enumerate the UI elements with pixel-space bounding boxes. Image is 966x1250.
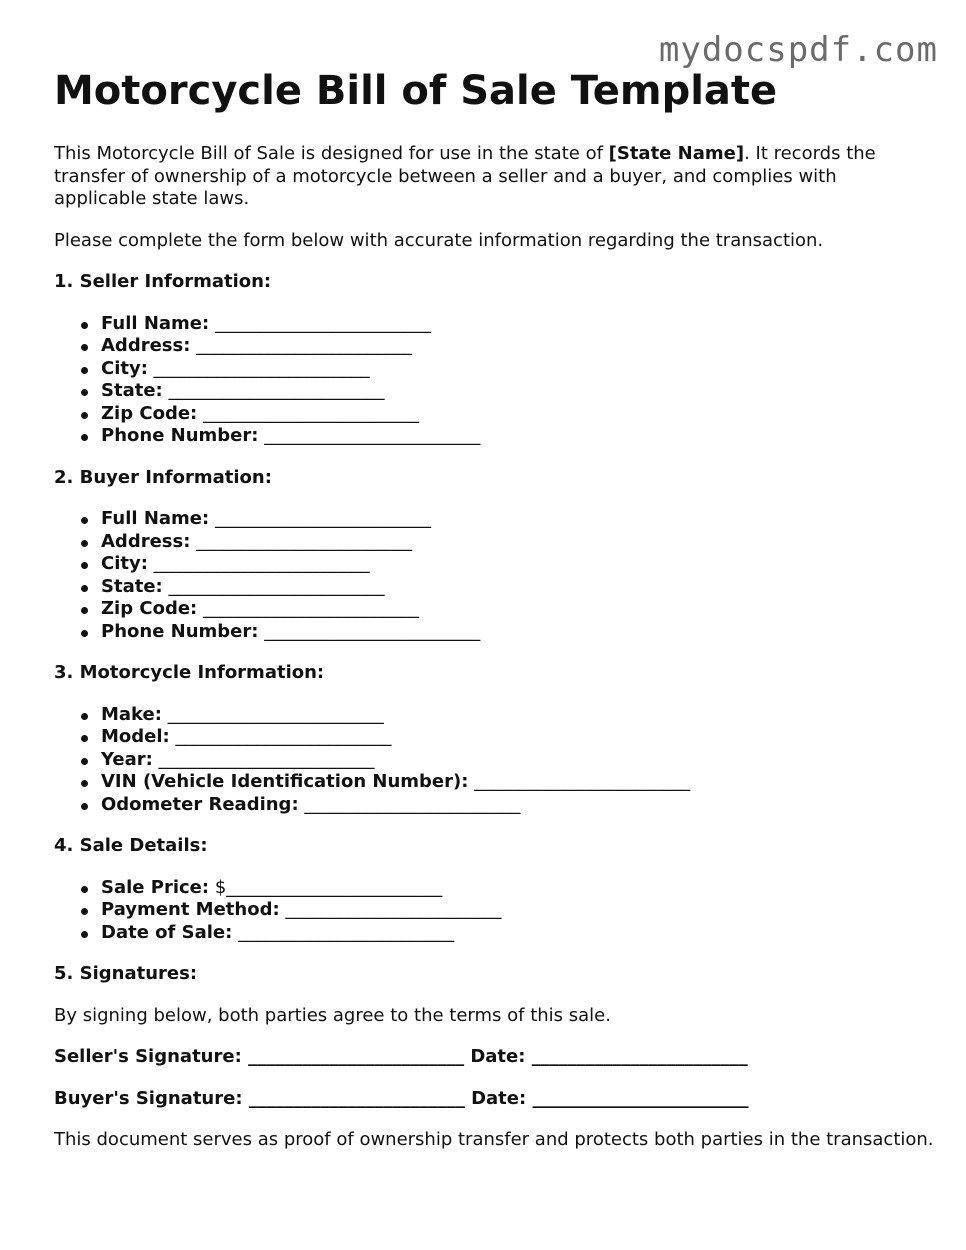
blank-line[interactable]: ________________________	[196, 530, 413, 552]
make-field	[101, 704, 934, 727]
buyer-full-name-field	[101, 508, 934, 531]
currency-symbol: $	[214, 876, 227, 898]
buyer-phone-field	[101, 621, 934, 644]
field-label: City:	[101, 553, 148, 574]
blank-line[interactable]: ________________________	[304, 793, 521, 815]
blank-line[interactable]: ________________________	[214, 312, 431, 334]
field-label: Phone Number:	[101, 425, 259, 446]
field-label: Payment Method:	[101, 899, 280, 920]
field-label: Date of Sale:	[101, 921, 233, 943]
blank-line[interactable]: ________________________	[153, 357, 370, 379]
vin-field	[101, 771, 934, 794]
buyer-date-label: Date:	[471, 1087, 527, 1109]
field-label: Address:	[101, 335, 191, 356]
buyer-state-field	[101, 576, 934, 599]
watermark: mydocspdf.com	[658, 30, 938, 70]
seller-city-field	[101, 358, 934, 381]
page-title: Motorcycle Bill of Sale Template	[54, 68, 778, 114]
field-label: State:	[101, 575, 163, 597]
odometer-field	[101, 794, 934, 817]
field-label: City:	[101, 357, 148, 379]
field-label: Odometer Reading:	[101, 793, 299, 815]
sale-price-field	[101, 877, 934, 900]
instructions-paragraph: Please complete the form below with accurate information regarding the transaction.	[54, 229, 824, 251]
field-label: VIN (Vehicle Identification Number):	[101, 771, 469, 792]
intro-paragraph	[54, 143, 934, 211]
field-label: Phone Number:	[101, 620, 259, 642]
motorcycle-heading: 3. Motorcycle Information:	[54, 662, 325, 683]
buyer-signature-blank[interactable]: ________________________	[248, 1087, 465, 1109]
field-label: Full Name:	[101, 312, 210, 334]
blank-line[interactable]: ________________________	[175, 726, 392, 747]
blank-line[interactable]: ________________________	[226, 876, 443, 898]
blank-line[interactable]: ________________________	[264, 620, 481, 642]
buyer-signature-label: Buyer's Signature:	[54, 1087, 243, 1109]
state-name-placeholder: [State Name]	[608, 143, 745, 164]
signatures-statement: By signing below, both parties agree to the terms of this sale.	[54, 1004, 611, 1026]
buyer-city-field	[101, 553, 934, 576]
seller-heading: 1. Seller Information:	[54, 271, 272, 292]
model-field	[101, 726, 934, 749]
blank-line[interactable]: ________________________	[168, 575, 385, 597]
seller-phone-field	[101, 425, 934, 448]
field-label: Zip Code:	[101, 402, 198, 424]
document-body	[54, 66, 934, 1171]
seller-signature-label: Seller's Signature:	[54, 1046, 242, 1067]
date-of-sale-field	[101, 922, 934, 945]
blank-line[interactable]: ________________________	[264, 425, 481, 446]
blank-line[interactable]: ________________________	[168, 380, 385, 401]
seller-date-blank[interactable]: ________________________	[531, 1046, 748, 1067]
closing-paragraph: This document serves as proof of ownership transfer and protects both parties in the transaction.	[54, 1129, 934, 1150]
signatures-heading: 5. Signatures:	[54, 963, 198, 984]
blank-line[interactable]: ________________________	[285, 899, 502, 920]
blank-line[interactable]: ________________________	[202, 402, 419, 424]
blank-line[interactable]: ________________________	[158, 748, 375, 770]
payment-method-field	[101, 899, 934, 922]
intro-after: . It records the transfer of ownership of a motorcycle between a seller and a buyer, and complies with applicable state laws.	[54, 143, 876, 209]
seller-signature-blank[interactable]: ________________________	[248, 1046, 465, 1067]
blank-line[interactable]: ________________________	[474, 771, 691, 792]
blank-line[interactable]: ________________________	[153, 553, 370, 574]
seller-state-field	[101, 380, 934, 403]
blank-line[interactable]: ________________________	[196, 335, 413, 356]
field-label: Make:	[101, 703, 162, 725]
intro-before: This Motorcycle Bill of Sale is designed for use in the state of	[54, 143, 609, 164]
seller-full-name-field	[101, 313, 934, 336]
seller-date-label: Date:	[470, 1046, 526, 1067]
buyer-date-blank[interactable]: ________________________	[532, 1087, 749, 1109]
buyer-address-field	[101, 531, 934, 554]
seller-address-field	[101, 335, 934, 358]
field-label: Model:	[101, 726, 170, 747]
field-label: State:	[101, 380, 163, 401]
seller-zip-field	[101, 403, 934, 426]
blank-line[interactable]: ________________________	[214, 508, 431, 529]
field-label: Year:	[101, 748, 153, 770]
blank-line[interactable]: ________________________	[167, 703, 384, 725]
blank-line[interactable]: ________________________	[202, 598, 419, 619]
blank-line[interactable]: ________________________	[238, 921, 455, 943]
year-field	[101, 749, 934, 772]
field-label: Sale Price:	[101, 876, 210, 898]
field-label: Address:	[101, 530, 191, 552]
motorcycle-fields	[54, 704, 934, 817]
buyer-heading: 2. Buyer Information:	[54, 466, 272, 488]
seller-fields	[54, 313, 934, 448]
buyer-zip-field	[101, 598, 934, 621]
field-label: Full Name:	[101, 508, 210, 529]
sale-heading: 4. Sale Details:	[54, 835, 208, 856]
buyer-signature-row	[54, 1088, 934, 1111]
seller-signature-row	[54, 1046, 934, 1069]
field-label: Zip Code:	[101, 598, 198, 619]
sale-fields	[54, 877, 934, 945]
buyer-fields	[54, 508, 934, 643]
